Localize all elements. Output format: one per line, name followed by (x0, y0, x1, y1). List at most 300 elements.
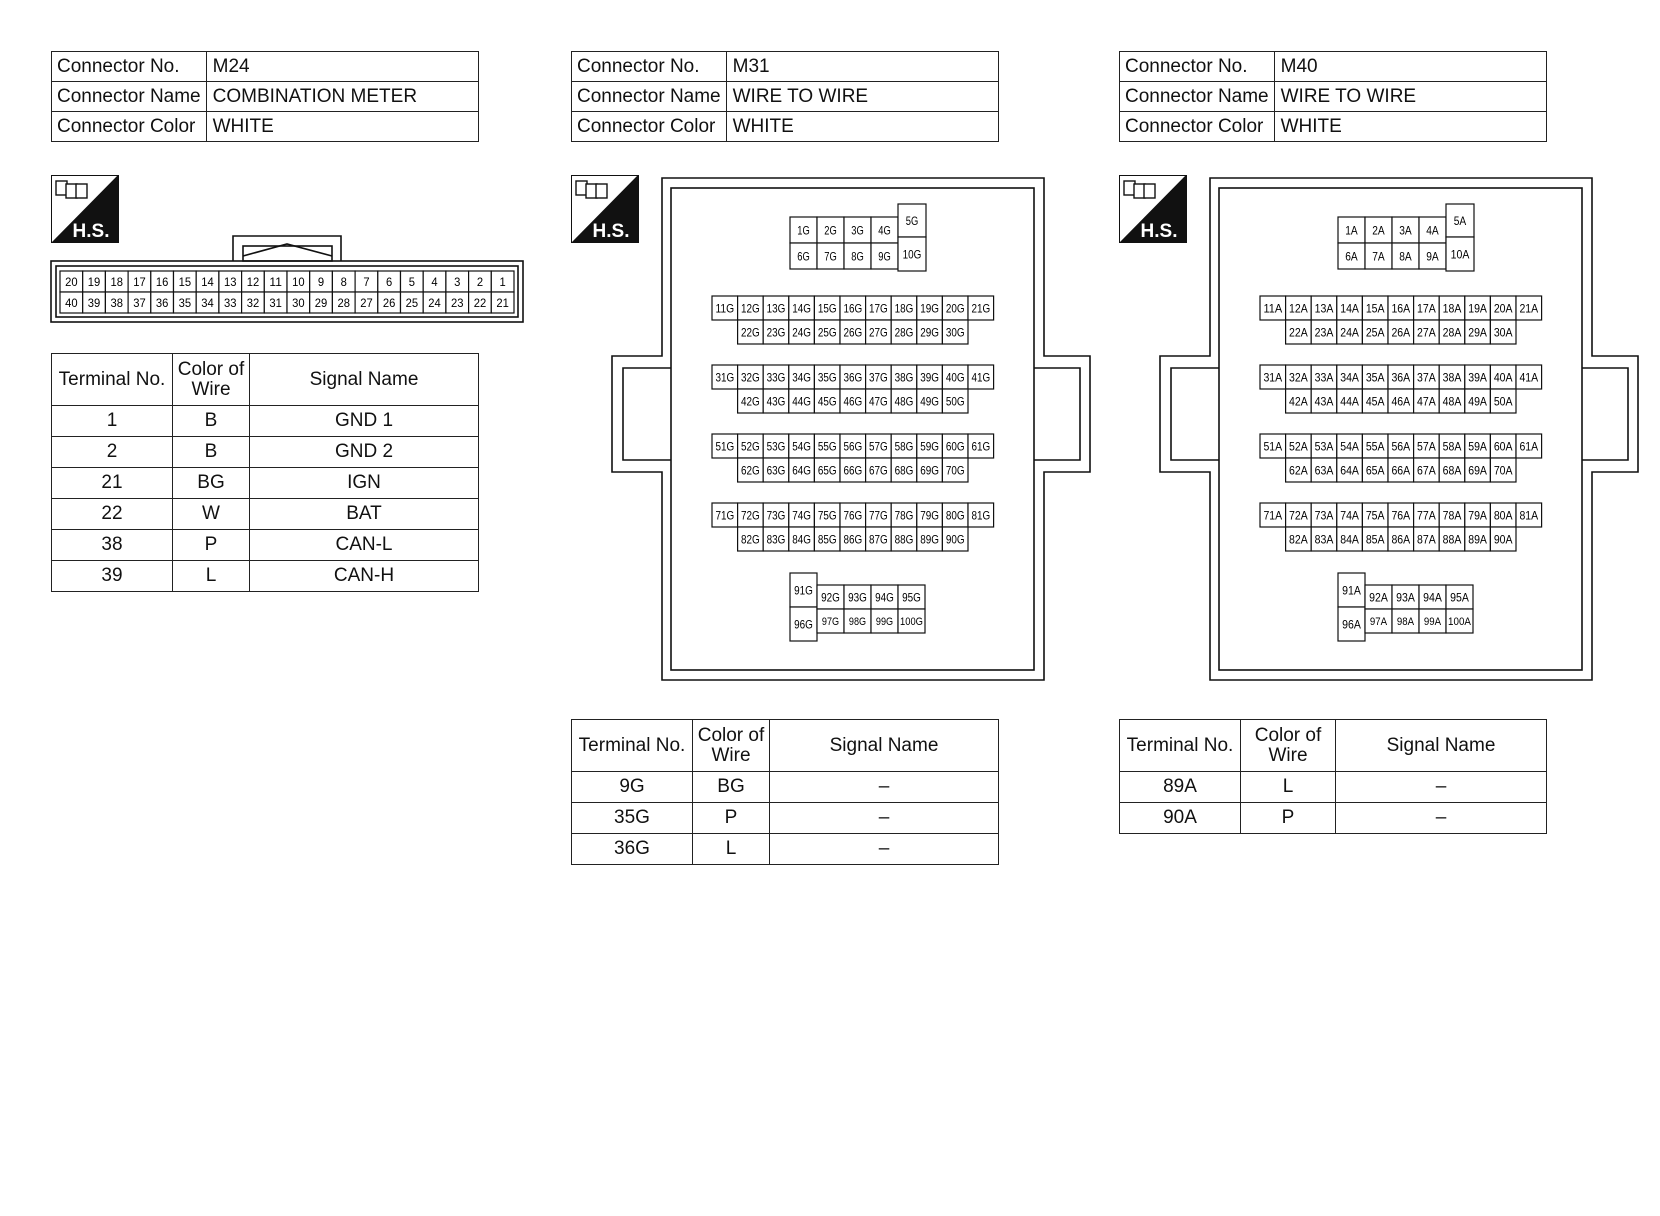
terminal-pin (871, 609, 898, 633)
terminal-pin-label: 45A (1365, 394, 1385, 409)
terminal-pin (763, 389, 789, 413)
terminal-pin-label: 25A (1365, 325, 1385, 340)
terminal-pin-label: 15 (178, 274, 192, 289)
terminal-pin-label: 15A (1365, 301, 1385, 316)
terminal-pin (712, 434, 738, 458)
table-row (572, 803, 999, 834)
terminal-pin (1338, 217, 1365, 243)
terminal-pin (401, 292, 424, 313)
terminal-pin-label: 22G (741, 325, 760, 340)
terminal-pin (1439, 320, 1465, 344)
terminal-pin (83, 292, 106, 313)
connector-name-label: Connector Name (1120, 82, 1275, 112)
table-row (52, 499, 479, 530)
terminal-pin-label: 86A (1391, 532, 1411, 547)
terminal-pin (1286, 320, 1312, 344)
terminal-pin (814, 389, 840, 413)
terminal-pin (310, 292, 333, 313)
terminal-pin-label: 95A (1450, 590, 1469, 605)
terminal-pin-label: 71A (1263, 508, 1283, 523)
terminal-pin-label: 25 (405, 295, 419, 310)
terminal-pin-label: 38A (1442, 370, 1462, 385)
terminal-pin-label: 76G (843, 508, 863, 523)
terminal-pin (1490, 527, 1516, 551)
terminal-pin (891, 458, 917, 482)
terminal-pin-label: 43G (766, 394, 786, 409)
signal-name: GND 2 (250, 437, 479, 468)
terminal-pin-label: 31A (1263, 370, 1283, 385)
table-row (1120, 803, 1547, 834)
terminal-pin (1311, 503, 1337, 527)
terminal-pin-label: 30G (945, 325, 965, 340)
terminal-pin-label: 18G (894, 301, 914, 316)
terminal-pin-label: 27A (1417, 325, 1436, 340)
terminal-pin (1388, 503, 1414, 527)
terminal-pin-label: 19 (87, 274, 101, 289)
terminal-pin-label: 97A (1369, 615, 1388, 628)
terminal-pin (446, 292, 469, 313)
terminal-pin-label: 7A (1372, 249, 1385, 264)
terminal-pin-label: 16G (843, 301, 863, 316)
terminal-pin-label: 8A (1399, 249, 1412, 264)
wire-color: L (173, 561, 250, 592)
terminal-pin (310, 271, 333, 292)
terminal-pin (1439, 503, 1465, 527)
terminal-pin (1362, 296, 1388, 320)
terminal-no-header: Terminal No. (572, 720, 693, 772)
terminal-pin (814, 458, 840, 482)
terminal-no: 39 (52, 561, 173, 592)
terminal-pin-label: 70G (945, 463, 965, 478)
terminal-pin-label: 18A (1442, 301, 1462, 316)
terminal-pin-label: 13A (1314, 301, 1334, 316)
terminal-pin (1362, 458, 1388, 482)
terminal-pin-label: 42A (1289, 394, 1308, 409)
table-row (52, 561, 479, 592)
terminal-pin (1311, 296, 1337, 320)
wire-color: P (1241, 803, 1336, 834)
terminal-pin (738, 365, 764, 389)
terminal-pin-label: 96G (794, 617, 813, 632)
terminal-pin (1490, 389, 1516, 413)
terminal-pin-label: 5G (905, 213, 919, 228)
terminal-pin (968, 296, 994, 320)
terminal-no: 38 (52, 530, 173, 561)
terminal-pin-label: 64G (792, 463, 811, 478)
terminal-pin (871, 585, 898, 609)
terminal-pin-label: 100G (900, 615, 923, 628)
terminal-pin-label: 17G (869, 301, 888, 316)
terminal-pin (898, 609, 925, 633)
terminal-pin (942, 296, 968, 320)
terminal-pin-label: 23G (766, 325, 786, 340)
terminal-pin-label: 22A (1289, 325, 1308, 340)
terminal-pin (1311, 365, 1337, 389)
terminal-pin (763, 458, 789, 482)
terminal-pin (105, 292, 128, 313)
table-row (1120, 772, 1547, 803)
terminal-pin-label: 26 (382, 295, 396, 310)
terminal-pin (1337, 296, 1363, 320)
terminal-pin (789, 434, 815, 458)
terminal-table-m24 (51, 353, 479, 592)
terminal-pin-label: 8G (851, 249, 864, 264)
table-row (572, 772, 999, 803)
terminal-pin-label: 19A (1468, 301, 1487, 316)
terminal-pin (1337, 365, 1363, 389)
terminal-pin-label: 34A (1340, 370, 1359, 385)
terminal-pin (174, 271, 197, 292)
terminal-pin (1490, 503, 1516, 527)
terminal-pin (128, 271, 151, 292)
terminal-pin-label: 5A (1453, 213, 1467, 228)
terminal-pin-label: 1A (1345, 223, 1358, 238)
terminal-pin-label: 40 (65, 295, 78, 310)
terminal-pin-label: 57G (869, 439, 888, 454)
terminal-pin (968, 503, 994, 527)
terminal-pin (83, 271, 106, 292)
terminal-pin-label: 21 (496, 295, 510, 310)
terminal-pin-label: 24 (428, 295, 442, 310)
terminal-pin (840, 458, 866, 482)
terminal-pin (1414, 296, 1440, 320)
terminal-pin-label: 100A (1448, 615, 1472, 628)
terminal-pin (917, 296, 943, 320)
terminal-no: 90A (1120, 803, 1241, 834)
terminal-pin (789, 503, 815, 527)
terminal-pin-label: 50A (1493, 394, 1513, 409)
terminal-pin-label: 74G (792, 508, 811, 523)
terminal-pin-label: 4 (431, 274, 438, 289)
terminal-pin (1392, 217, 1419, 243)
terminal-pin-label: 35A (1365, 370, 1385, 385)
terminal-pin (423, 292, 446, 313)
terminal-pin-label: 6A (1345, 249, 1358, 264)
terminal-pin (1465, 503, 1491, 527)
terminal-pin-label: 93A (1396, 590, 1415, 605)
terminal-pin (1362, 527, 1388, 551)
terminal-pin-label: 37G (869, 370, 888, 385)
terminal-pin-label: 87G (869, 532, 888, 547)
terminal-pin (790, 243, 817, 269)
connector-color-value: WHITE (206, 112, 478, 142)
terminal-no-header: Terminal No. (52, 354, 173, 406)
terminal-pin (1286, 503, 1312, 527)
terminal-pin-label: 85A (1365, 532, 1385, 547)
connector-no-label: Connector No. (52, 52, 207, 82)
signal-name: CAN-L (250, 530, 479, 561)
terminal-pin (917, 434, 943, 458)
terminal-pin (287, 292, 310, 313)
terminal-pin-label: 81A (1519, 508, 1539, 523)
terminal-pin-label: 8 (340, 274, 348, 289)
terminal-pin (264, 271, 287, 292)
terminal-pin (840, 320, 866, 344)
signal-name: – (770, 803, 999, 834)
wire-color-header-line1: Color of (697, 724, 765, 746)
connector-no-label: Connector No. (572, 52, 727, 82)
signal-name: IGN (250, 468, 479, 499)
terminal-pin-label: 73A (1314, 508, 1334, 523)
terminal-pin (891, 296, 917, 320)
signal-name: GND 1 (250, 406, 479, 437)
terminal-pin (1439, 365, 1465, 389)
signal-name-header: Signal Name (770, 720, 999, 772)
terminal-pin-label: 53A (1314, 439, 1334, 454)
terminal-pin (332, 271, 355, 292)
wire-color-header-line2: Wire (1268, 744, 1308, 766)
terminal-pin (1439, 389, 1465, 413)
connector-name-label: Connector Name (52, 82, 207, 112)
terminal-pin-label: 52G (741, 439, 760, 454)
terminal-pin-label: 59A (1468, 439, 1487, 454)
terminal-pin-label: 20A (1493, 301, 1513, 316)
terminal-pin (844, 243, 871, 269)
terminal-pin (1490, 365, 1516, 389)
connector-name-label: Connector Name (572, 82, 727, 112)
terminal-pin (1362, 365, 1388, 389)
terminal-pin-label: 91G (794, 583, 813, 598)
terminal-pin (738, 320, 764, 344)
terminal-pin-label: 60G (945, 439, 965, 454)
terminal-pin (817, 609, 844, 633)
terminal-pin (287, 271, 310, 292)
terminal-no: 9G (572, 772, 693, 803)
terminal-pin (1286, 389, 1312, 413)
terminal-pin (871, 217, 898, 243)
terminal-pin (219, 271, 242, 292)
hs-label: H.S. (1140, 221, 1178, 242)
terminal-pin (491, 271, 514, 292)
terminal-pin-label: 78G (894, 508, 914, 523)
terminal-pin (1311, 389, 1337, 413)
terminal-pin (1414, 365, 1440, 389)
terminal-pin (1365, 217, 1392, 243)
terminal-pin-label: 36A (1391, 370, 1411, 385)
terminal-pin-label: 35G (817, 370, 837, 385)
terminal-pin (917, 389, 943, 413)
terminal-pin-label: 2 (476, 274, 484, 289)
terminal-pin-label: 83G (766, 532, 786, 547)
terminal-pin-label: 14A (1340, 301, 1359, 316)
terminal-pin (1490, 296, 1516, 320)
terminal-pin-label: 77A (1417, 508, 1436, 523)
terminal-pin (866, 434, 892, 458)
table-row (52, 530, 479, 561)
terminal-pin (942, 434, 968, 458)
terminal-pin (446, 271, 469, 292)
terminal-pin (844, 609, 871, 633)
terminal-pin (60, 292, 83, 313)
terminal-pin (1388, 320, 1414, 344)
terminal-pin-label: 28 (337, 295, 351, 310)
terminal-pin-label: 41A (1519, 370, 1539, 385)
terminal-pin (491, 292, 514, 313)
terminal-pin-label: 38G (894, 370, 914, 385)
terminal-pin (844, 585, 871, 609)
terminal-pin (738, 389, 764, 413)
terminal-pin-label: 21A (1519, 301, 1539, 316)
terminal-pin-label: 3 (454, 274, 461, 289)
terminal-pin-label: 95G (902, 590, 921, 605)
terminal-pin (814, 365, 840, 389)
terminal-pin-label: 66G (843, 463, 863, 478)
terminal-pin-label: 4G (878, 223, 891, 238)
connector-color-value: WHITE (1274, 112, 1546, 142)
terminal-pin (1465, 365, 1491, 389)
terminal-pin (968, 434, 994, 458)
terminal-pin-label: 84G (792, 532, 811, 547)
terminal-no: 22 (52, 499, 173, 530)
terminal-pin-label: 40G (945, 370, 965, 385)
signal-name: CAN-H (250, 561, 479, 592)
terminal-pin-label: 7 (363, 274, 370, 289)
terminal-pin-label: 93G (848, 590, 867, 605)
terminal-pin (378, 292, 401, 313)
terminal-pin (917, 527, 943, 551)
terminal-pin (1311, 434, 1337, 458)
terminal-pin (866, 458, 892, 482)
terminal-pin (1414, 503, 1440, 527)
terminal-pin (840, 527, 866, 551)
terminal-pin (942, 503, 968, 527)
terminal-pin-label: 69G (920, 463, 939, 478)
terminal-pin-label: 26A (1391, 325, 1411, 340)
terminal-pin-label: 88G (894, 532, 914, 547)
terminal-pin-label: 49A (1468, 394, 1487, 409)
terminal-pin (763, 434, 789, 458)
terminal-pin (378, 271, 401, 292)
terminal-pin-label: 70A (1493, 463, 1513, 478)
terminal-pin (789, 296, 815, 320)
terminal-pin-label: 88A (1442, 532, 1462, 547)
terminal-pin (866, 503, 892, 527)
terminal-pin (151, 271, 174, 292)
connector-color-label: Connector Color (572, 112, 727, 142)
terminal-pin (1311, 527, 1337, 551)
wire-color: L (693, 834, 770, 865)
terminal-pin-label: 43A (1314, 394, 1334, 409)
connector-no-value: M31 (726, 52, 998, 82)
terminal-pin-label: 12G (741, 301, 760, 316)
terminal-pin-label: 85G (817, 532, 837, 547)
terminal-pin (1414, 434, 1440, 458)
terminal-pin (763, 320, 789, 344)
terminal-pin (1439, 296, 1465, 320)
terminal-pin (891, 503, 917, 527)
terminal-pin-label: 64A (1340, 463, 1359, 478)
connector-color-label: Connector Color (1120, 112, 1275, 142)
terminal-pin (942, 458, 968, 482)
terminal-pin (738, 296, 764, 320)
terminal-pin (128, 292, 151, 313)
wire-color: B (173, 406, 250, 437)
terminal-pin-label: 11G (715, 301, 735, 316)
terminal-pin (1419, 585, 1446, 609)
table-row (52, 468, 479, 499)
terminal-pin (1465, 296, 1491, 320)
terminal-pin (840, 389, 866, 413)
terminal-pin (789, 527, 815, 551)
terminal-pin-label: 87A (1417, 532, 1436, 547)
terminal-pin-label: 5 (408, 274, 416, 289)
terminal-pin-label: 58A (1442, 439, 1462, 454)
terminal-pin (1516, 503, 1542, 527)
terminal-pin (814, 296, 840, 320)
terminal-pin (942, 365, 968, 389)
table-row (572, 834, 999, 865)
terminal-pin-label: 83A (1314, 532, 1334, 547)
terminal-pin (1286, 458, 1312, 482)
terminal-pin (1337, 503, 1363, 527)
terminal-pin (1414, 458, 1440, 482)
terminal-pin (891, 365, 917, 389)
terminal-pin-label: 72G (741, 508, 760, 523)
terminal-pin-label: 33G (766, 370, 786, 385)
terminal-pin (814, 503, 840, 527)
wire-color: BG (693, 772, 770, 803)
terminal-pin-label: 75G (817, 508, 837, 523)
terminal-pin (891, 434, 917, 458)
terminal-pin-label: 62A (1289, 463, 1308, 478)
terminal-pin (1365, 609, 1392, 633)
terminal-pin (1419, 609, 1446, 633)
terminal-pin (1446, 204, 1474, 237)
terminal-pin-label: 72A (1289, 508, 1308, 523)
terminal-pin-label: 67A (1417, 463, 1436, 478)
terminal-pin (790, 607, 817, 641)
terminal-pin (1337, 527, 1363, 551)
terminal-pin-label: 90A (1493, 532, 1513, 547)
terminal-pin-label: 89A (1468, 532, 1487, 547)
terminal-pin (1337, 389, 1363, 413)
signal-name: – (770, 772, 999, 803)
terminal-pin (712, 296, 738, 320)
terminal-pin (1414, 320, 1440, 344)
wire-color: P (173, 530, 250, 561)
terminal-pin (1388, 527, 1414, 551)
terminal-pin (917, 320, 943, 344)
terminal-pin (844, 217, 871, 243)
terminal-pin-label: 82G (741, 532, 760, 547)
terminal-pin (942, 527, 968, 551)
table-row (52, 437, 479, 468)
terminal-pin (196, 292, 219, 313)
terminal-pin-label: 59G (920, 439, 939, 454)
terminal-pin (1392, 243, 1419, 269)
terminal-pin (1465, 458, 1491, 482)
terminal-pin (1260, 503, 1286, 527)
terminal-pin-label: 16 (155, 274, 169, 289)
terminal-pin-label: 33 (224, 295, 237, 310)
wire-color: W (173, 499, 250, 530)
terminal-pin (1414, 389, 1440, 413)
terminal-pin-label: 2G (824, 223, 837, 238)
terminal-pin-label: 39 (87, 295, 101, 310)
terminal-pin (1260, 434, 1286, 458)
terminal-pin (1338, 243, 1365, 269)
terminal-pin (1490, 434, 1516, 458)
terminal-pin-label: 55G (817, 439, 837, 454)
connector-color-label: Connector Color (52, 112, 207, 142)
terminal-pin-label: 53G (766, 439, 786, 454)
terminal-pin (1439, 458, 1465, 482)
terminal-pin-label: 9 (317, 274, 325, 289)
terminal-no: 2 (52, 437, 173, 468)
terminal-pin (1414, 527, 1440, 551)
terminal-pin-label: 31 (269, 295, 283, 310)
terminal-pin-label: 14 (201, 274, 215, 289)
